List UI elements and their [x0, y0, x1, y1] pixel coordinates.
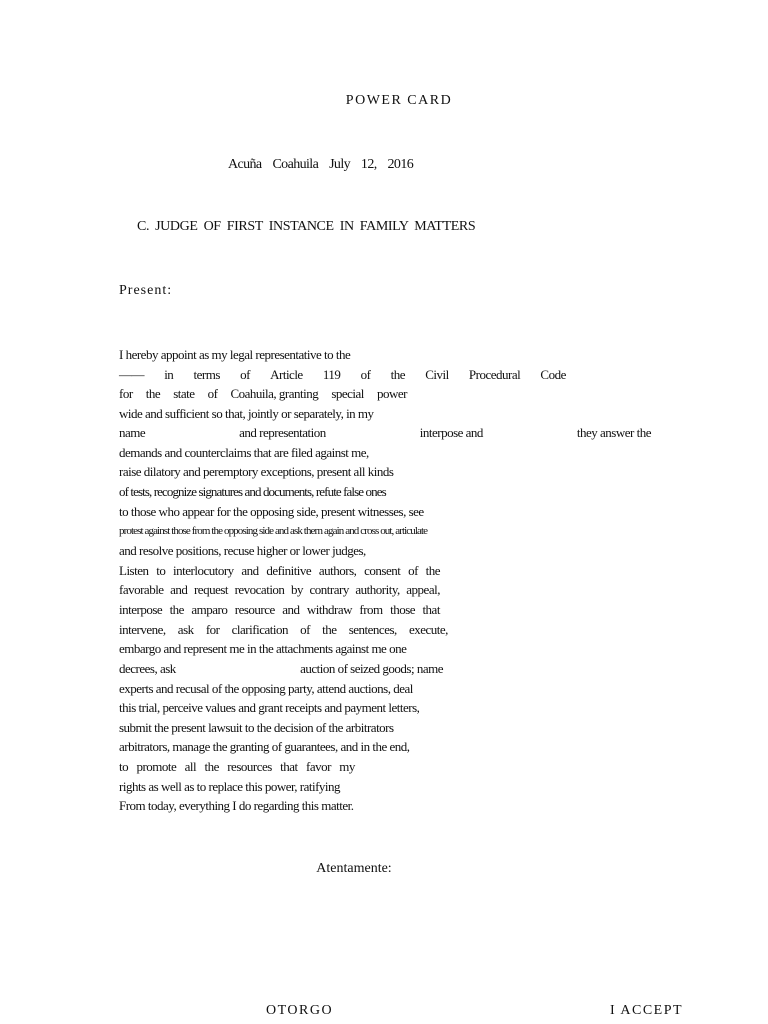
body-word: wide and sufficient so that, jointly or separately, in my: [119, 406, 374, 421]
body-word: auction of seized goods; name: [300, 661, 443, 676]
body-word: ask: [177, 622, 194, 637]
body-word: arbitrators, manage the granting of guarantees, and in the end,: [119, 739, 410, 754]
body-word: experts and recusal of the opposing party, attend auctions, deal: [119, 681, 413, 696]
body-line: [119, 462, 393, 482]
body-word: terms: [193, 367, 220, 382]
body-word: definitive: [266, 563, 312, 578]
body-word: demands and counterclaims that are filed against me,: [119, 445, 369, 460]
body-word: intervene,: [119, 622, 166, 637]
body-word: interpose: [119, 602, 163, 617]
body-word: of tests, recognize signatures and documents, refute false ones: [119, 484, 386, 499]
body-line: [119, 580, 440, 600]
document-title: POWER CARD: [345, 93, 453, 108]
body-word: and: [282, 602, 300, 617]
place-date: Acuña Coahuila July 12, 2016: [228, 157, 414, 172]
body-word: authors,: [318, 563, 357, 578]
body-word: clarification: [231, 622, 288, 637]
body-word: resource: [234, 602, 275, 617]
body-word: in: [164, 367, 174, 382]
body-line: [119, 404, 374, 424]
body-line: [119, 423, 651, 443]
body-line: [119, 718, 394, 738]
body-word: interpose and: [419, 425, 483, 440]
body-word: for: [205, 622, 220, 637]
body-line: [119, 757, 355, 777]
body-word: execute,: [408, 622, 448, 637]
body-line: [119, 600, 440, 620]
body-word: consent: [364, 563, 401, 578]
body-word: Civil: [425, 367, 449, 382]
body-word: interlocutory: [173, 563, 234, 578]
body-word: the: [204, 759, 219, 774]
body-word: those: [390, 602, 416, 617]
body-word: my: [339, 759, 355, 774]
body-word: the: [425, 563, 440, 578]
body-line: [119, 737, 410, 757]
body-word: contrary: [309, 582, 349, 597]
body-line: [119, 698, 419, 718]
body-word: and representation: [239, 425, 326, 440]
body-word: the: [169, 602, 184, 617]
body-line: [119, 502, 424, 522]
signature-grantor: OTORGO: [266, 1003, 334, 1018]
body-line: [119, 659, 443, 679]
body-word: to those who appear for the opposing side, present witnesses, see: [119, 504, 424, 519]
body-word: resources: [227, 759, 272, 774]
body-line: [119, 561, 440, 581]
body-line: [119, 777, 340, 797]
body-word: and: [170, 582, 188, 597]
body-word: for: [119, 386, 133, 401]
body-word: the: [322, 622, 337, 637]
body-word: appeal,: [406, 582, 440, 597]
salutation: Present:: [119, 283, 173, 298]
body-word: from: [359, 602, 383, 617]
body-word: they answer the: [576, 425, 651, 440]
body-word: protest against those from the opposing side and ask them again and cross out, articulate: [119, 525, 428, 537]
body-line: [119, 639, 406, 659]
body-word: Coahuila, granting: [230, 386, 319, 401]
body-word: of: [300, 622, 310, 637]
body-word: to: [119, 759, 129, 774]
body-word: state: [173, 386, 195, 401]
body-word: promote: [136, 759, 177, 774]
body-word: to: [156, 563, 166, 578]
body-word: rights as well as to replace this power, ratifying: [119, 779, 341, 794]
body-word: favorable: [119, 582, 164, 597]
body-word: of: [360, 367, 371, 382]
body-word: of: [207, 386, 218, 401]
body-line: [119, 541, 366, 561]
body-word: of: [408, 563, 418, 578]
body-word: authority,: [355, 582, 400, 597]
body-line: [119, 679, 413, 699]
signature-acceptor: I ACCEPT: [610, 1003, 684, 1018]
body-line: [119, 365, 566, 385]
body-word: that: [422, 602, 440, 617]
body-word: favor: [306, 759, 331, 774]
body-word: sentences,: [348, 622, 397, 637]
body-word: From today, everything I do regarding this matter.: [119, 798, 354, 813]
body-line: [119, 620, 448, 640]
body-word: amparo: [191, 602, 228, 617]
body-word: that: [280, 759, 298, 774]
body-word: withdraw: [306, 602, 352, 617]
body-line: [119, 796, 353, 816]
body-word: Article: [270, 367, 303, 382]
body-line: [119, 482, 386, 502]
body-word: and resolve positions, recuse higher or lower judges,: [119, 543, 366, 558]
body-word: this trial, perceive values and grant receipts and payment letters,: [119, 700, 420, 715]
addressee: C. JUDGE OF FIRST INSTANCE IN FAMILY MATTERS: [137, 219, 476, 234]
body-word: request: [193, 582, 229, 597]
body-line: [119, 384, 407, 404]
closing: Atentamente:: [316, 861, 392, 876]
body-word: embargo and represent me in the attachments against me one: [119, 641, 407, 656]
body-word: Listen: [119, 563, 149, 578]
body-word: raise dilatory and peremptory exceptions, present all kinds: [119, 464, 394, 479]
body-word: special: [331, 386, 364, 401]
body-word: name: [119, 425, 146, 440]
body-word: decrees, ask: [119, 661, 176, 676]
body-line: [119, 345, 350, 365]
body-word: I hereby appoint as my legal representative to the: [119, 347, 351, 362]
body-word: of: [240, 367, 250, 382]
body-line: [119, 521, 427, 541]
body-word: the: [145, 386, 161, 401]
body-word: ——: [119, 367, 144, 382]
body-word: by: [290, 582, 303, 597]
body-word: power: [376, 386, 407, 401]
body-line: [119, 443, 369, 463]
body-word: Procedural: [468, 367, 521, 382]
body-word: submit the present lawsuit to the decision of the arbitrators: [119, 720, 394, 735]
body-word: Code: [540, 367, 566, 382]
body-word: 119: [322, 367, 341, 382]
body-word: and: [241, 563, 259, 578]
body-word: the: [390, 367, 406, 382]
body-word: all: [184, 759, 197, 774]
body-word: revocation: [234, 582, 285, 597]
